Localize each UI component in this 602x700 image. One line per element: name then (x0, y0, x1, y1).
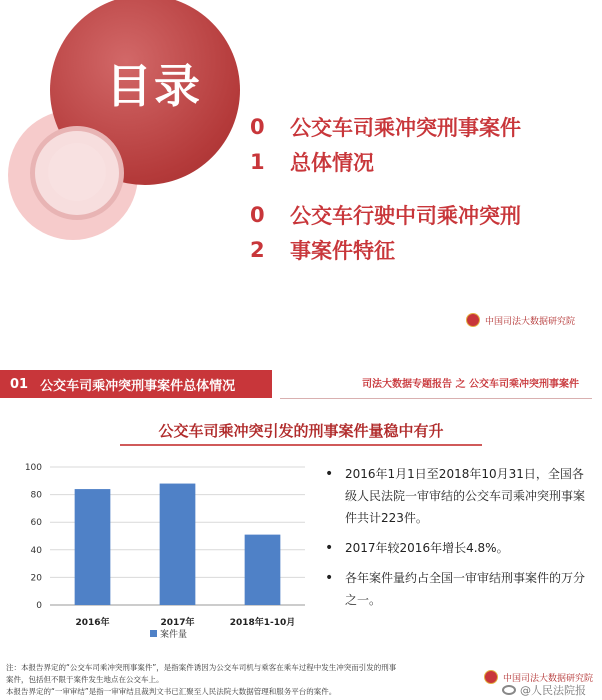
divider (280, 398, 592, 399)
footnote-line: 案件，包括但不限于案件发生地点在公交车上。 (6, 675, 164, 684)
court-emblem-icon (466, 313, 480, 327)
toc-item-label: 公交车司乘冲突刑事案件 (290, 116, 521, 140)
bullet-text: 2017年较2016年增长4.8%。 (345, 541, 509, 555)
y-tick-label: 100 (24, 463, 42, 473)
bullet-list (325, 463, 595, 619)
report-label: 司法大数据专题报告 之 公交车司乘冲突刑事案件 (362, 379, 579, 390)
legend-swatch (150, 630, 157, 637)
bullet-item (325, 567, 595, 611)
bullet-icon: • (325, 570, 334, 586)
toc-item-label: 公交车行驶中司乘冲突刑 (290, 204, 521, 228)
weibo-handle: @人民法院报 (520, 684, 586, 697)
toc-item-number: 1 (250, 150, 265, 174)
court-emblem-icon (484, 670, 498, 684)
y-tick-label: 0 (36, 601, 42, 611)
case-count-chart (0, 455, 320, 655)
toc-item (250, 112, 521, 142)
weibo-watermark (502, 682, 586, 698)
toc-item-number: 0 (250, 115, 265, 139)
y-tick-label: 60 (30, 518, 42, 529)
bullet-text: 各年案件量约占全国一审审结刑事案件的万分之一。 (345, 571, 586, 607)
toc-item (250, 147, 374, 177)
bullet-item (325, 463, 595, 529)
toc-item-number: 2 (250, 238, 265, 262)
toc-slide (0, 0, 602, 346)
institute-credit (466, 313, 575, 327)
x-tick-label: 2017年 (160, 618, 195, 628)
slide-heading: 公交车司乘冲突引发的刑事案件量稳中有升 (158, 422, 444, 440)
footnote-line: 注：本报告界定的“公交车司乘冲突刑事案件”，是指案件诱因为公交车司机与乘客在乘车过程中发生冲突而引发的刑事 (6, 663, 397, 672)
overview-slide (0, 360, 602, 700)
bar (245, 535, 281, 605)
section-number: 01 (10, 376, 29, 392)
toc-item-label: 总体情况 (290, 151, 374, 175)
y-tick-label: 80 (30, 490, 42, 501)
legend-label: 案件量 (160, 630, 188, 640)
x-tick-label: 2016年 (75, 618, 110, 628)
section-title: 公交车司乘冲突刑事案件总体情况 (40, 378, 236, 394)
x-tick-label: 2018年1-10月 (229, 618, 296, 628)
section-header (0, 370, 272, 398)
toc-item (250, 235, 395, 265)
toc-item-label: 事案件特征 (290, 239, 395, 263)
decor-circle-inner (48, 143, 106, 201)
footnote-line: 本报告界定的“一审审结”是指一审审结且裁判文书已汇聚至人民法院大数据管理和服务平台的案件。 (6, 687, 337, 696)
bullet-icon: • (325, 540, 334, 556)
bar (160, 484, 196, 605)
bullet-icon: • (325, 466, 334, 482)
bullet-item (325, 537, 595, 559)
bar (75, 489, 111, 605)
toc-title: 目录 (106, 59, 202, 113)
bullet-text: 2016年1月1日至2018年10月31日，全国各级人民法院一审审结的公交车司乘冲突刑事案件共计223件。 (345, 467, 586, 525)
y-tick-label: 20 (30, 573, 42, 584)
toc-item (250, 200, 521, 230)
footnotes (6, 662, 476, 698)
weibo-icon (502, 685, 516, 695)
toc-item-number: 0 (250, 203, 265, 227)
institute-name: 中国司法大数据研究院 (503, 673, 594, 684)
y-tick-label: 40 (30, 545, 42, 556)
heading-underline (120, 444, 482, 446)
institute-name: 中国司法大数据研究院 (485, 316, 576, 327)
